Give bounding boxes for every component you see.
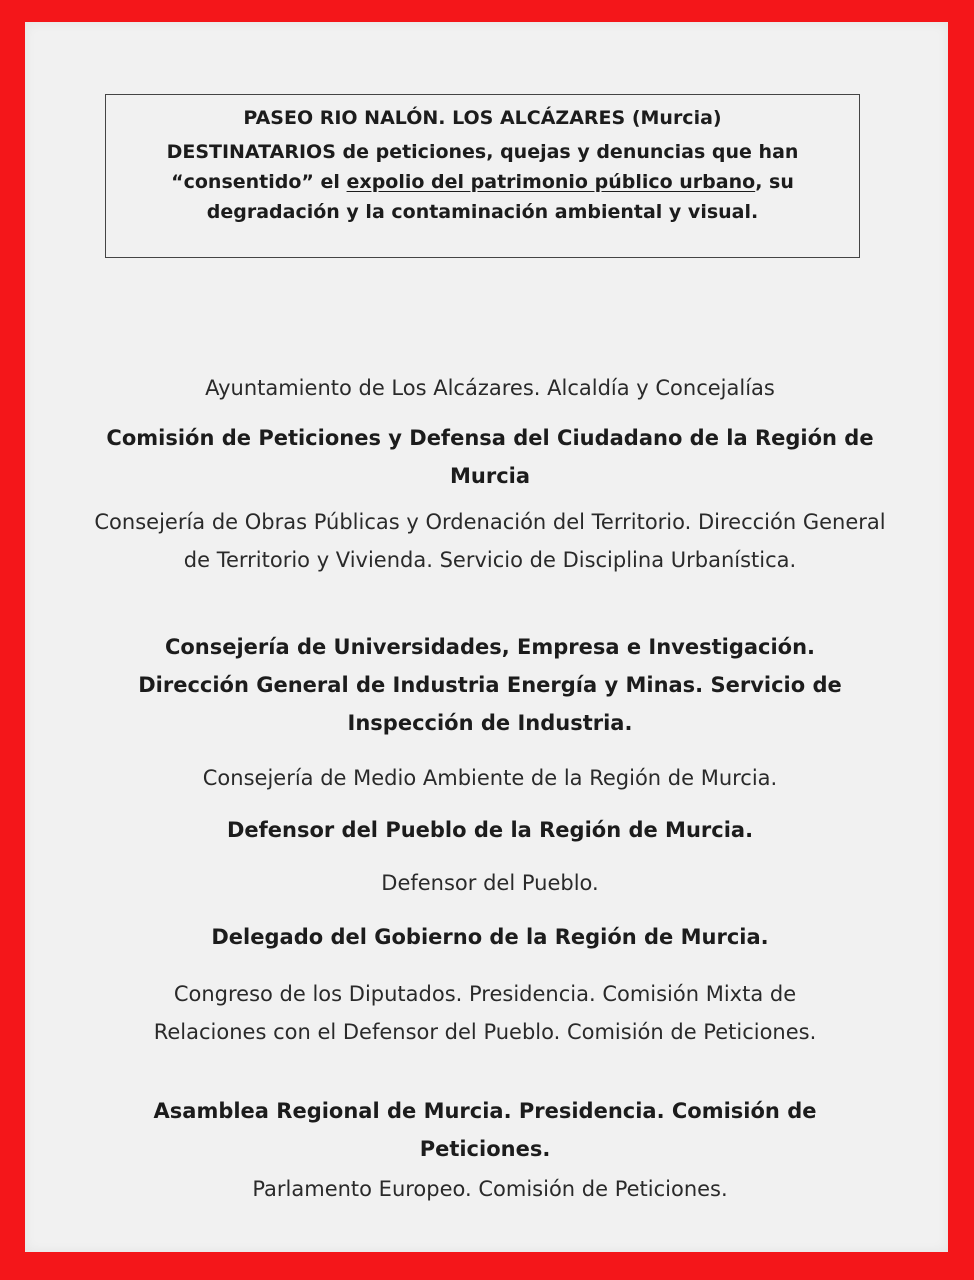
recipient-comision-peticiones-defensa: Comisión de Peticiones y Defensa del Ciudadano de la Región de Murcia [106,426,874,488]
recipient-defensor-pueblo: Defensor del Pueblo. [381,871,599,895]
header-body-part2: , su degradación y la contaminación ambiental y visual. [206,171,794,223]
header-body-part1: DESTINATARIOS de peticiones, quejas y denuncias que han “consentido” el [166,141,799,193]
recipient-consejeria-universidades: Consejería de Universidades, Empresa e Investigación. Dirección General de Industria Energía y Minas. Servicio de Inspección de Industria. [138,635,842,735]
header-body [106,137,859,227]
recipient-defensor-pueblo-region: Defensor del Pueblo de la Región de Murcia. [226,818,754,842]
recipient-consejeria-obras-publicas: Consejería de Obras Públicas y Ordenación del Territorio. Dirección General de Territorio y Vivienda. Servicio de Disciplina Urbanística. [94,510,886,572]
header-box [105,94,860,258]
recipient-ayuntamiento: Ayuntamiento de Los Alcázares. Alcaldía y Concejalías [205,376,775,400]
recipient-congreso-diputados: Congreso de los Diputados. Presidencia. Comisión Mixta de Relaciones con el Defensor del Pueblo. Comisión de Peticiones. [153,982,817,1044]
header-title: PASEO RIO NALÓN. LOS ALCÁZARES (Murcia) [243,107,722,129]
recipient-parlamento-europeo: Parlamento Europeo. Comisión de Peticiones. [252,1177,728,1201]
recipient-consejeria-medio-ambiente: Consejería de Medio Ambiente de la Región de Murcia. [202,766,778,790]
document-page [25,22,948,1252]
header-body-underlined: expolio del patrimonio público urbano [346,171,756,193]
recipient-asamblea-regional: Asamblea Regional de Murcia. Presidencia. Comisión de Peticiones. [153,1099,817,1161]
recipient-delegado-gobierno: Delegado del Gobierno de la Región de Murcia. [211,925,769,949]
